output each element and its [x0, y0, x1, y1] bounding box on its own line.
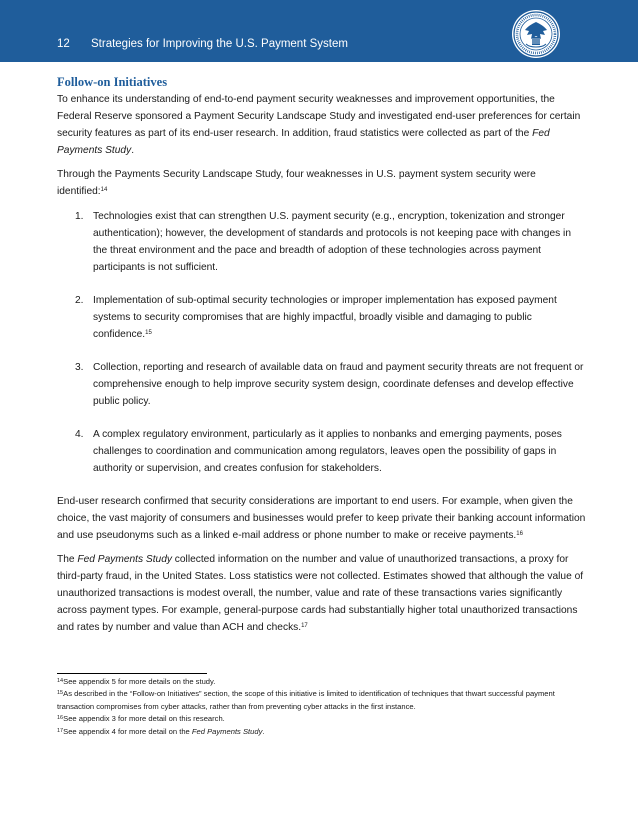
- footnote: $^{15}$As described in the “Follow-on Initiatives” section, the scope of this initiative is limited to identification of techniques that thwart successful payment transaction compromises from cyber attacks, rather than from preventing cyber attacks in the first instance.: [57, 689, 555, 711]
- footnote-ref: 15: [145, 330, 152, 336]
- footnote-divider: [57, 673, 207, 674]
- footnote-ref: 14: [100, 187, 108, 193]
- page-header: [0, 0, 638, 62]
- footnote-ref: 17: [301, 623, 308, 629]
- federal-reserve-seal-icon: [510, 8, 562, 60]
- footnote: $^{16}$See appendix 3 for more detail on this research.: [57, 714, 225, 724]
- list-item: 3. Collection, reporting and research of available data on fraud and payment security threats are not frequent or comprehensive enough to help improve security system design, coordinate defenses and develop effective public policy.: [75, 362, 584, 407]
- weaknesses-list: [57, 208, 587, 477]
- paragraph-end-user-research: End-user research confirmed that security considerations are important to end users. For example, when given the choice, the vast majority of consumers and businesses would prefer to keep private their banking account information and use pseudonyms such as a linked e-mail address or phone number to make or receive payments.$^{16}$: [57, 496, 586, 541]
- footnote: $^{14}$See appendix 5 for more details on the study.: [57, 677, 216, 686]
- footnotes: [57, 676, 587, 738]
- running-title: Strategies for Improving the U.S. Payment System: [91, 38, 348, 50]
- paragraph-intro: To enhance its understanding of end-to-end payment security weaknesses and improvement opportunities, the Federal Reserve sponsored a Payment Security Landscape Study and investigated end-user preferences for certain security features as part of its end-user research. In addition, fraud statistics were collected as part of the Fed Payments Study.: [57, 94, 581, 156]
- list-item: 4. A complex regulatory environment, particularly as it applies to nonbanks and emerging payments, poses challenges to coordination and communication among regulators, leaves open the possibility of gaps in authority or supervision, and creates confusion for stakeholders.: [75, 429, 562, 474]
- page-body: [57, 74, 587, 643]
- section-title: Follow-on Initiatives: [57, 75, 168, 89]
- list-item: 2. Implementation of sub-optimal security technologies or improper implementation has exposed payment systems to security compromises that are highly impactful, broadly visible and damaging to public confidence.$^{15}$: [75, 295, 557, 340]
- footnote-ref: 16: [516, 531, 523, 537]
- paragraph-fed-payments-study: The Fed Payments Study collected information on the number and value of unauthorized transactions, a proxy for third-party fraud, in the United States. Loss statistics were not collected. Estimates showed that although the value of unauthorized transactions is modest overall, the number, value and rate of these transactions varies significantly across payment types. For example, general-purpose cards had substantially higher total unauthorized transactions and rates by number and value than ACH and checks.$^{17}$: [57, 554, 584, 633]
- paragraph-weaknesses-lead: Through the Payments Security Landscape Study, four weaknesses in U.S. payment system security were identified:$^{14}$: [57, 169, 536, 197]
- footnote: $^{17}$See appendix 4 for more detail on the Fed Payments Study.: [57, 726, 265, 736]
- page-number: 12: [57, 38, 70, 50]
- list-item: 1. Technologies exist that can strengthen U.S. payment security (e.g., encryption, tokenization and stronger authentication); however, the development of standards and protocols is not keeping pace with changes in the threat environment and the pace and breadth of adoption of these technologies across payment participants is not sufficient.: [75, 211, 571, 273]
